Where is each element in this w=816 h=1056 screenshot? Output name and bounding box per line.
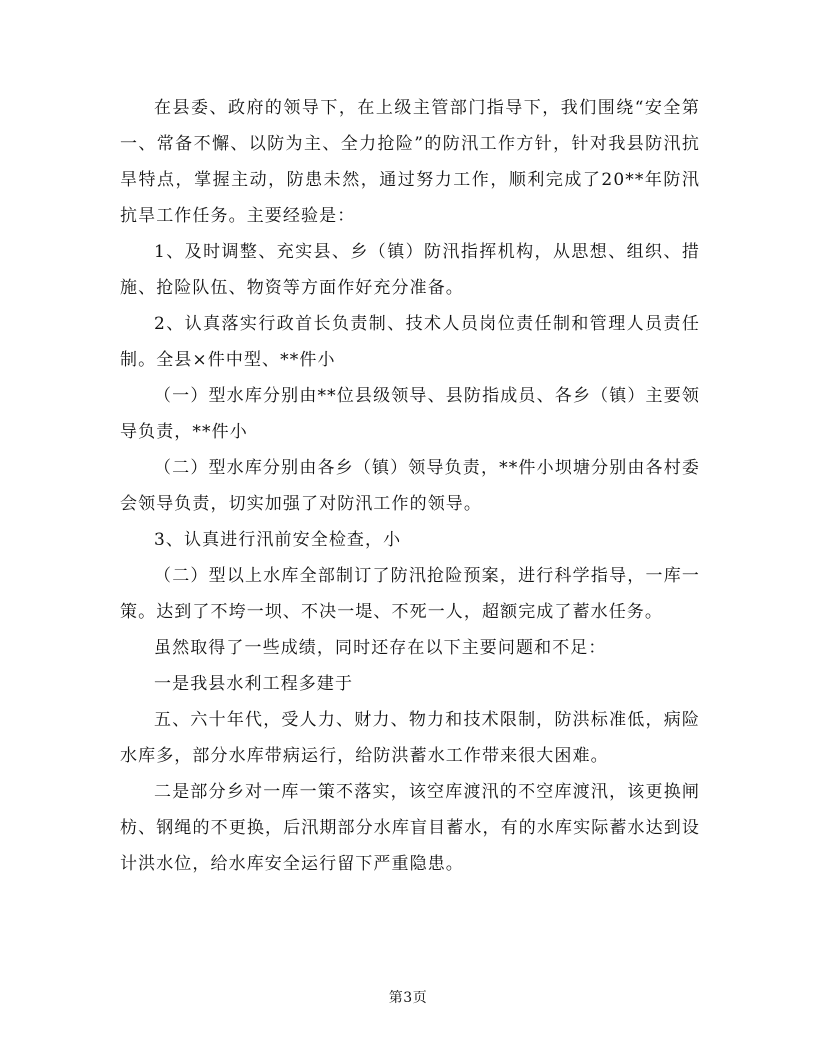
paragraph-problems-intro: 虽然取得了一些成绩，同时还存在以下主要问题和不足：	[154, 638, 607, 658]
paragraph-point-3: 3、认真进行汛前安全检查，小	[154, 530, 402, 550]
paragraph-intro: 在县委、政府的领导下，在上级主管部门指导下，我们围绕“安全第一、常备不懈、以防为主、全力抢险”的防汛工作方针，针对我县防汛抗旱特点，掌握主动，防患未然，通过努力工作，顺利完成了20**年防汛抗旱工作任务。主要经验是：	[120, 98, 700, 226]
paragraph-point-1: 1、及时调整、充实县、乡（镇）防汛指挥机构，从思想、组织、措施、抢险队伍、物资等方面作好充分准备。	[120, 242, 700, 298]
paragraph-problem-1-cont: 五、六十年代，受人力、财力、物力和技术限制，防洪标准低，病险水库多，部分水库带病运行，给防洪蓄水工作带来很大困难。	[120, 710, 700, 766]
page-number: 第3页	[388, 990, 428, 1006]
paragraph-point-3-part-1: （二）型以上水库全部制订了防汛抢险预案，进行科学指导，一库一策。达到了不垮一坝、不决一堤、不死一人，超额完成了蓄水任务。	[120, 566, 700, 622]
paragraph-point-2: 2、认真落实行政首长负责制、技术人员岗位责任制和管理人员责任制。全县×件中型、**件小	[120, 314, 700, 370]
document-body	[120, 90, 700, 882]
paragraph-problem-2: 二是部分乡对一库一策不落实，该空库渡汛的不空库渡汛，该更换闸枋、钢绳的不更换，后汛期部分水库盲目蓄水，有的水库实际蓄水达到设计洪水位，给水库安全运行留下严重隐患。	[120, 782, 700, 874]
paragraph-point-2-part-1: （一）型水库分别由**位县级领导、县防指成员、各乡（镇）主要领导负责，**件小	[120, 386, 700, 442]
paragraph-point-2-part-2: （二）型水库分别由各乡（镇）领导负责，**件小坝塘分别由各村委会领导负责，切实加强了对防汛工作的领导。	[120, 458, 700, 514]
paragraph-problem-1: 一是我县水利工程多建于	[154, 674, 354, 694]
